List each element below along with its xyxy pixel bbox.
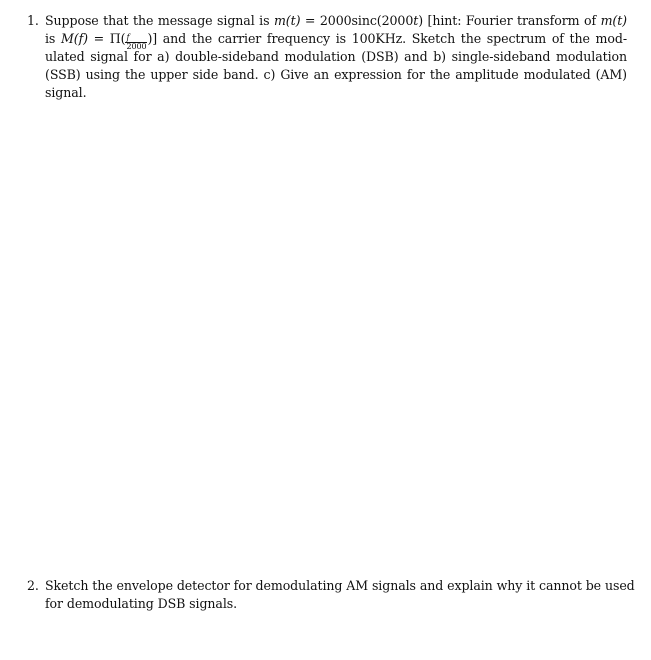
problem-1 bbox=[27, 12, 627, 102]
message-signal-symbol-2: m(t) bbox=[600, 13, 627, 28]
problem-1-number: 1. bbox=[27, 13, 39, 28]
problem-2-number: 2. bbox=[27, 578, 39, 593]
problem-1-line-4: (SSB) using the upper side band. c) Give an expression for the amplitude modulated (AM) bbox=[45, 67, 627, 82]
fourier-transform-symbol: M(f) bbox=[60, 31, 88, 46]
fraction-numerator: f bbox=[125, 34, 147, 43]
problem-1-text-2c: = Π( bbox=[87, 31, 126, 46]
problem-2-line-1: Sketch the envelope detector for demodulating AM signals and explain why it cannot be used bbox=[45, 578, 635, 593]
problem-1-line-5: signal. bbox=[45, 85, 87, 100]
problem-1-text-1e: ) [hint: Fourier transform of bbox=[418, 13, 601, 28]
problem-1-text-2d: )] and the carrier frequency is 100KHz. Sketch the spectrum of the mod- bbox=[147, 31, 627, 46]
problem-1-line-3: ulated signal for a) double-sideband modulation (DSB) and b) single-sideband modulation bbox=[45, 49, 627, 64]
problem-1-line-1 bbox=[45, 12, 627, 30]
problem-1-text-1c: = 2000sinc(2000 bbox=[300, 13, 414, 28]
problem-2 bbox=[27, 577, 635, 613]
message-signal-symbol: m(t) bbox=[273, 13, 301, 28]
problem-1-line-2 bbox=[45, 30, 627, 51]
time-variable: t bbox=[413, 13, 419, 28]
problem-1-text-1a: Suppose that the message signal is bbox=[45, 13, 274, 28]
fraction-denominator: 2000 bbox=[126, 42, 147, 51]
problem-1-text-2a: is bbox=[45, 31, 61, 46]
problem-2-line-2: for demodulating DSB signals. bbox=[45, 596, 238, 611]
